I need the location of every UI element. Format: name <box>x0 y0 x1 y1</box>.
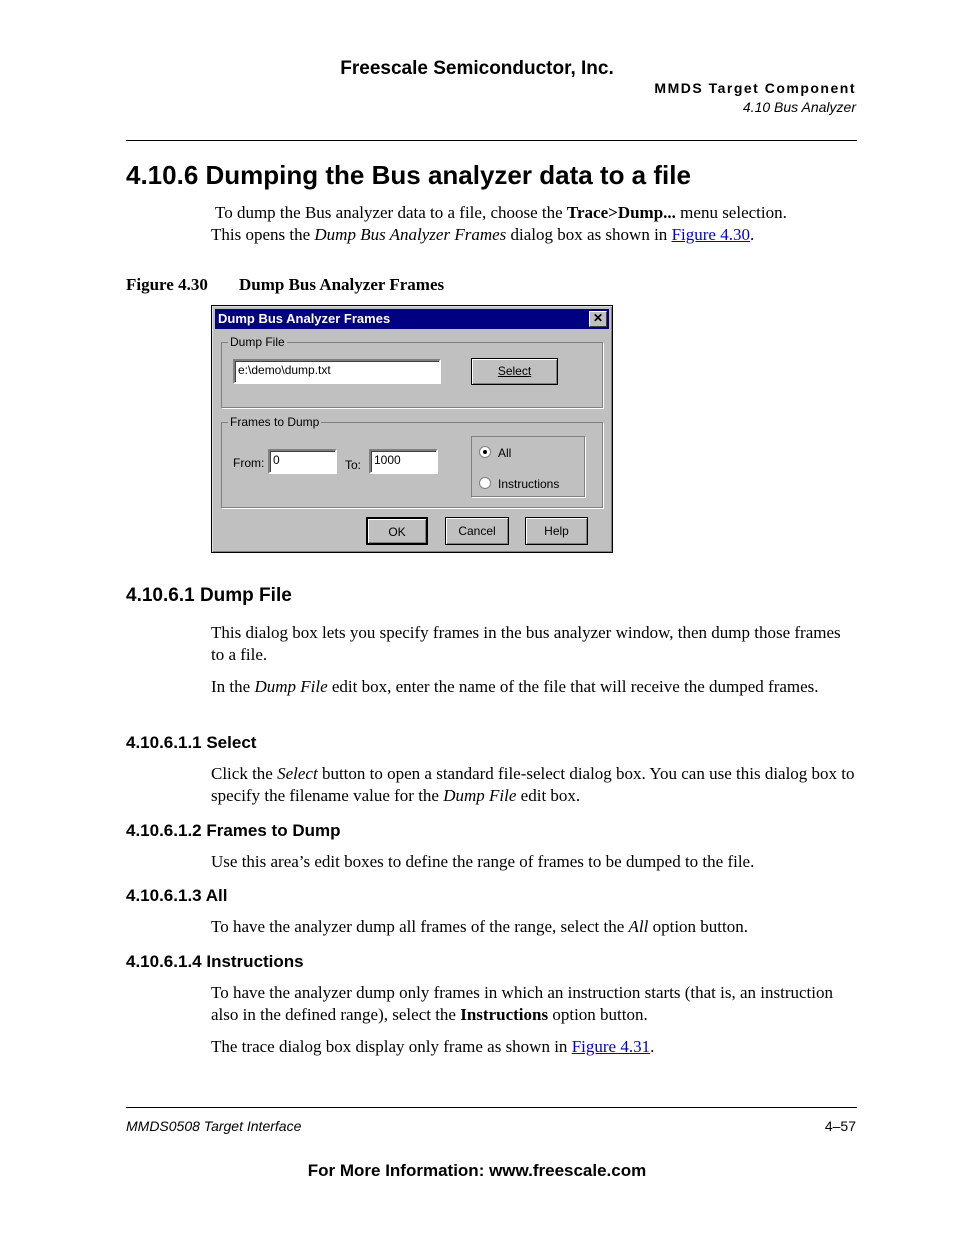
dump-file-para-2: In the Dump File edit box, enter the name of the file that will receive the dumped frames. <box>211 677 819 696</box>
dump-dialog <box>211 305 613 553</box>
all-heading: 4.10.6.1.3 All <box>126 886 228 905</box>
instructions-heading: 4.10.6.1.4 Instructions <box>126 952 304 971</box>
radio-instructions-label: Instructions <box>498 477 560 491</box>
help-button[interactable]: Help <box>525 517 588 545</box>
dump-file-group-label: Dump File <box>230 335 285 349</box>
from-input[interactable]: 0 <box>268 449 337 474</box>
footer-info: For More Information: www.freescale.com <box>307 1161 647 1180</box>
dump-file-heading: 4.10.6.1 Dump File <box>126 585 292 606</box>
select-para: Click the Select button to open a standard file-select dialog box. You can use this dialog box to specify the filename value for the Dump File edit box. <box>211 764 855 805</box>
header-component: MMDS Target Component <box>654 80 856 96</box>
company-name: Freescale Semiconductor, Inc. <box>340 58 614 79</box>
all-para: To have the analyzer dump all frames of the range, select the All option button. <box>211 917 748 936</box>
select-button[interactable]: Select <box>471 358 558 385</box>
select-heading: 4.10.6.1.1 Select <box>126 733 257 752</box>
intro-line-2: This opens the Dump Bus Analyzer Frames dialog box as shown in Figure 4.30. <box>211 225 755 244</box>
radio-instructions[interactable] <box>479 477 491 489</box>
header-rule <box>126 140 857 141</box>
dialog-titlebar <box>215 309 609 329</box>
figure-4-31-link[interactable]: Figure 4.31 <box>571 1037 651 1056</box>
dump-file-para-1: This dialog box lets you specify frames in the bus analyzer window, then dump those frames to a file. <box>211 623 841 664</box>
intro-line-1: To dump the Bus analyzer data to a file, choose the Trace>Dump... menu selection. <box>215 203 787 222</box>
footer-rule <box>126 1107 857 1108</box>
section-title: 4.10.6 Dumping the Bus analyzer data to a file <box>126 160 691 190</box>
header-section: 4.10 Bus Analyzer <box>742 99 856 115</box>
to-input[interactable]: 1000 <box>369 449 438 474</box>
instructions-para-2: The trace dialog box display only frame as shown in Figure 4.31. <box>211 1037 655 1056</box>
radio-all-label: All <box>498 446 512 460</box>
radio-all[interactable] <box>479 446 491 458</box>
ok-button[interactable]: OK <box>366 517 428 545</box>
frames-para: Use this area’s edit boxes to define the range of frames to be dumped to the file. <box>211 852 755 871</box>
cancel-button[interactable]: Cancel <box>445 517 509 545</box>
footer-doc-title: MMDS0508 Target Interface <box>126 1118 302 1134</box>
instructions-para-1: To have the analyzer dump only frames in which an instruction starts (that is, an instruction also in the defined range), select the Instructions option button. <box>211 983 833 1024</box>
close-icon[interactable]: ✕ <box>589 311 607 327</box>
frames-group-label: Frames to Dump <box>230 415 320 429</box>
from-label: From: <box>233 456 265 470</box>
dialog-title: Dump Bus Analyzer Frames <box>218 311 391 326</box>
to-label: To: <box>345 458 362 472</box>
dump-file-input[interactable]: e:\demo\dump.txt <box>233 359 441 384</box>
footer-page-number: 4–57 <box>824 1118 856 1134</box>
figure-caption: Figure 4.30 Dump Bus Analyzer Frames <box>126 275 445 294</box>
frames-heading: 4.10.6.1.2 Frames to Dump <box>126 821 341 840</box>
figure-4-30-link[interactable]: Figure 4.30 <box>671 225 750 244</box>
